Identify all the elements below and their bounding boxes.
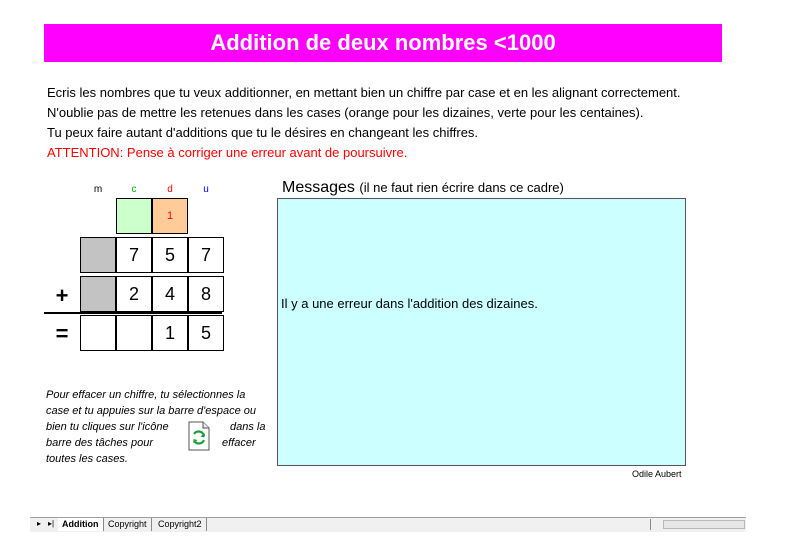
result-centaines-cell[interactable] [116,315,152,351]
result-milliers-cell[interactable] [80,315,116,351]
sheet-tab-bar [30,517,746,532]
tab-copyright2[interactable]: Copyright2 [154,518,207,531]
row2-milliers-cell [80,276,116,312]
horizontal-scrollbar[interactable] [650,519,747,530]
warning-text: ATTENTION: Pense à corriger une erreur avant de poursuivre. [47,145,408,160]
instruction-line-1: Ecris les nombres que tu veux additionner, en mettant bien un chiffre par case et en les alignant correctement. [47,85,681,100]
result-dizaines-cell[interactable]: 1 [152,315,188,351]
row1-centaines-cell[interactable]: 7 [116,237,152,273]
instruction-line-3: Tu peux faire autant d'additions que tu le désires en changeant les chiffres. [47,125,479,140]
result-unites-cell[interactable]: 5 [188,315,224,351]
row2-unites-cell[interactable]: 8 [188,276,224,312]
author-credit: Odile Aubert [632,469,682,479]
sum-line [44,312,222,314]
column-header-unites: u [203,184,209,195]
carry-centaines-cell[interactable] [116,198,152,234]
instruction-line-2: N'oublie pas de mettre les retenues dans les cases (orange pour les dizaines, verte pour les centaines). [47,105,644,120]
note-line-4a: barre des tâches pour [46,437,154,449]
note-line-4b: effacer [222,437,256,449]
tab-scroll-prev-icon[interactable]: ▸ [36,519,41,528]
tab-scroll-last-icon[interactable]: ▸| [47,519,55,528]
note-line-3a: bien tu cliques sur l'icône [46,421,169,433]
tab-addition[interactable]: Addition [58,518,104,531]
row2-centaines-cell[interactable]: 2 [116,276,152,312]
equals-sign: = [55,321,69,346]
messages-box [277,198,686,466]
row1-dizaines-cell[interactable]: 5 [152,237,188,273]
messages-title [282,179,564,197]
messages-label: Messages [282,179,355,196]
row1-unites-cell[interactable]: 7 [188,237,224,273]
plus-sign: + [55,283,69,308]
column-header-dizaines: d [167,184,173,195]
tab-copyright[interactable]: Copyright [104,518,152,531]
carry-dizaines-cell[interactable]: 1 [152,198,188,234]
note-line-2: case et tu appuies sur la barre d'espace ou [46,405,257,417]
row2-dizaines-cell[interactable]: 4 [152,276,188,312]
page-title: Addition de deux nombres <1000 [44,24,722,62]
recycle-clear-icon[interactable] [187,421,211,451]
column-header-centaines: c [131,184,137,195]
note-line-1: Pour effacer un chiffre, tu sélectionnes la [46,389,246,401]
row1-milliers-cell [80,237,116,273]
column-header-milliers: m [93,184,103,195]
note-line-5: toutes les cases. [46,453,128,465]
note-line-3b: dans la [230,421,266,433]
scrollbar-thumb[interactable] [663,520,745,529]
message-text: Il y a une erreur dans l'addition des dizaines. [281,296,538,311]
messages-subtitle: (il ne faut rien écrire dans ce cadre) [359,180,564,195]
